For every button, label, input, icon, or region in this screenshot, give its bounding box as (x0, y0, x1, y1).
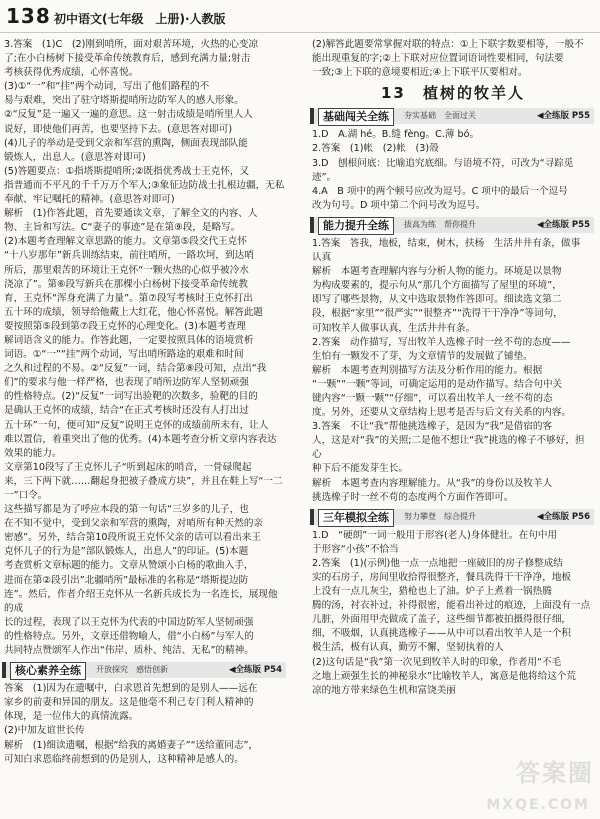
text-line: 段，根据“家里”“很严实”“很整齐”“洗得干干净净”等词句， (312, 308, 563, 320)
text-line: 考核获得优秀成绩，心怀喜悦。 (4, 67, 139, 79)
text-line: 凉的地方带来绿色生机和富饶美丽 (312, 684, 456, 696)
text-line: 物、主旨和写法。C“妻子的事迹”是在第⑨段，是略写。 (4, 222, 241, 234)
text-line: 的性格特点。(2)“反复”一词写出验靶的次数多，验靶的目的 (4, 391, 258, 403)
watermark-top: 答案圈 (516, 759, 594, 787)
text-line: 度。另外，还要从文章结构上思考是否与后文有关系的内容。 (312, 407, 572, 419)
text-line: (2)这句话是“我”第一次见到牧羊人时的印象，作者用“不毛 (312, 656, 562, 668)
text-line: 文章第10段写了王克怀儿子“听到起床的哨音，一骨碌爬起 (4, 461, 252, 473)
text-line: 键内容“一颗一颗”“仔细”，可以看出牧羊人一丝不苟的态 (312, 392, 553, 404)
text-line: 儿脏，外面用甲壳做成了盖子，这些细节都被拍摄得很仔细， (312, 614, 572, 626)
banner-page-ref: ◀全练版 P55 (536, 111, 590, 122)
left-answers (4, 38, 286, 658)
text-line: 了;在小白杨树下接受革命传统教育后，感到充满力量;射击 (4, 53, 251, 65)
text-line: 在不知不觉中，受到父亲和军营的熏陶，对哨所有种天然的亲 (4, 518, 264, 530)
text-line: 解析 本题考查判别描写方法及分析作用的能力。根据 (312, 364, 543, 376)
text-line: 说好，即使他们再苦，也要坚持下去。(意思答对即可) (4, 123, 233, 135)
text-line: (4)儿子的举动是受到父亲和军营的熏陶，侧面表现部队能 (4, 137, 248, 149)
text-line: 奉献、牢记嘱托的精神。(意思答对即可) (4, 194, 175, 206)
text-line: (2)解答此题要常掌握对联的特点：①上下联字数要相等，一般不 (312, 39, 584, 50)
section-banner-mock (310, 509, 594, 525)
text-line: (5)答题要点：①指塔斯提哨所;②既指优秀战士王克怀，又 (4, 165, 250, 177)
text-line: 的性格特点。另外，文章还借物喻人，借“小白杨”与军人的 (4, 630, 254, 642)
text-line: 要按照第⑤段到第⑦段王克怀的心理变化。(3)本题考查理 (4, 320, 246, 332)
text-line: 家乡的前妻和异国的朋友。这是他毫不利己专门利人精神的 (4, 697, 254, 709)
banner-page-ref: ◀全练版 P56 (536, 511, 590, 522)
text-line: 连”。然后，作者介绍王克怀从一名新兵成长为一名连长，展现他的成 (4, 588, 278, 614)
text-line: 共同特点赞颂军人作出“伟岸、质朴、纯洁、无私”的精神。 (4, 645, 254, 657)
text-line: 解词语含义的能力。作答此题，一定要按照具体的语境赏析 (4, 334, 254, 346)
text-line: (2)本题考查理解文章思路的能力。文章第⑤段交代王克怀 (4, 236, 247, 248)
text-line: 育，王克怀“浑身充满了力量”。第⑦段写考核时王克怀打出 (4, 292, 253, 304)
mock-answers (312, 529, 594, 698)
text-line: 2.答案 (1)帐 (2)帐 (3)殼 (312, 143, 439, 155)
text-line: 之地上顽强生长的神秘泉水”比喻牧羊人，寓意是他将给这个荒 (312, 670, 577, 682)
text-line: 进而在第②段引出”北疆哨所”最标准的名称是“塔斯提边防 (4, 574, 249, 586)
text-line: 1.D “硬朗”一词一般用于形容(老人)身体健壮。在句中用 (312, 529, 558, 541)
chapter-number: 13 (380, 84, 406, 103)
text-line: 长的过程，表现了以王克怀为代表的中国边防军人坚韧顽强 (4, 616, 254, 628)
text-line: 浇凉了”。第⑥段写新兵在那棵小白杨树下接受革命传统教 (4, 278, 248, 290)
chapter-heading (312, 84, 594, 103)
banner-title: 三年模拟全练 (318, 509, 394, 527)
text-line: 细，不吸烟，认真挑选橡子——从中可以看出牧羊人是一个积 (312, 628, 572, 640)
banner-subtitle: 夯实基础 全面过关 (404, 111, 476, 121)
banner-subtitle: 拔高为练 帮你提升 (404, 219, 476, 229)
banner-page-ref: ◀全练版 P55 (536, 219, 590, 230)
text-line: 可知牧羊人做事认真，生活井井有条。 (312, 322, 476, 334)
text-line: 腾的汤，衬衣补过，补得很密，能看出补过的痕迹，上面没有一点 (312, 600, 591, 612)
text-line: 解析 本题考查理解内容与分析人物的能力。环境是以景物 (312, 266, 562, 278)
text-line: 们”的要求与他一样严格，也表现了哨所边防军人坚韧顽强 (4, 377, 249, 389)
text-line: 克怀儿子的行为是”部队锻炼人，出息人”的印证。(5)本题 (4, 546, 249, 558)
text-line: 来，三下两下就……翻起身把被子叠成方块”，并且在鞋上写“一二一”口令。 (4, 475, 283, 501)
text-line: 生怕有一颗发不了芽，为文章情节的发展做了铺垫。 (312, 350, 533, 362)
text-line: 1.D A.湖 hé。B.缝 fèng。C.薄 bó。 (312, 129, 480, 141)
text-line: 这些描写都是为了呼应本段的第一句话“三岁多的儿子，也 (4, 504, 249, 516)
text-line: 迹”。 (312, 171, 337, 183)
watermark-bottom: MXQE.COM (486, 797, 590, 813)
text-line: “十八岁那年”新兵训练结束，前往哨所，一路坎坷，到达哨 (4, 250, 254, 262)
text-line: 认真 (312, 252, 332, 264)
banner-title: 核心素养全练 (10, 662, 86, 680)
text-line: 考查赏析文章标题的能力。文章从赞颂小白杨的歌曲入手， (4, 560, 254, 572)
text-line: 3.答案 (1)C (2)刚到哨所，面对艰苦环境，火热的心变凉 (4, 39, 259, 50)
text-line: 五十环的成绩，领导给他戴上大红花，他心怀喜悦。解答此题 (4, 306, 264, 318)
text-line: “一颗”“一颗”等词，可确定运用的是动作描写。结合句中关 (312, 378, 563, 390)
text-line: 上没有一点儿灰尘，猎枪也上了油。炉子上煮着一锅热腾 (312, 586, 552, 598)
text-line: 人，这是对“我”的关照;二是他不想让“我”挑选的橡子不够好，担心 (312, 435, 585, 461)
basic-answers (312, 128, 594, 213)
text-line: 4.A B 项中的两个顿号应改为逗号。C 项中的最后一个逗号 (312, 185, 568, 197)
book-title: 初中语文(七年级 上册)·人教版 (54, 12, 226, 26)
text-line: 锻炼人，出息人。(意思答对即可) (4, 151, 146, 163)
right-top-answers (312, 38, 594, 80)
banner-title: 基础闯关全练 (318, 108, 394, 126)
text-line: 改为句号。D 项中第二个问号改为逗号。 (312, 199, 486, 211)
text-line: 挑选橡子时一丝不苟的态度两个方面作答即可。 (312, 491, 514, 503)
text-line: 密感”。另外，结合第10段所说王克怀父亲的话可以看出来王 (4, 532, 262, 544)
text-line: 体现，是一位伟大的真情流露。 (4, 711, 139, 723)
text-line: 答案 (1)因为在遗嘱中，白求恩首先想到的是别人——远在 (4, 683, 258, 695)
section-banner-core (2, 662, 286, 678)
text-line: (2)中加友谊世长传 (4, 725, 85, 737)
text-line: 五十环”一句，便可知“反复”说明王克怀的成绩前所未有，让人 (4, 419, 269, 431)
banner-title: 能力提升全练 (318, 217, 394, 235)
text-line: 2.答案 (1)(示例)他一点一点地把一座破旧的房子修整成结 (312, 557, 563, 569)
text-line: 所后，那里艰苦的环境让王克怀“一颗火热的心似乎被冷水 (4, 264, 249, 276)
watermark-logo (476, 753, 594, 813)
right-column (312, 38, 594, 698)
text-line: 1.答案 答我，地板，结束，树木，扶杨 生活井井有条，做事 (312, 237, 581, 249)
text-line: (3)①“一”和“挂”两个动词，写出了他们路程的不 (4, 81, 210, 93)
banner-subtitle: 开放探究 感悟创新 (96, 665, 168, 675)
text-line: 于形容“小孩”不恰当 (312, 543, 399, 555)
text-line: 种下后不能发芽生长。 (312, 463, 408, 475)
text-line: 难以置信，着重突出了他的优秀。(4)本题考查分析文章内容表达效果的能力。 (4, 433, 277, 459)
text-line: 解析 (1)细读遗嘱，根据“给我的离婚妻子”“送给董同志”， (4, 739, 259, 751)
text-line: 可知白求恩临终前想到的仍是别人，这种精神是感人的。 (4, 753, 244, 765)
text-line: 2.答案 动作描写，写出牧羊人选橡子时一丝不苟的态度—— (312, 336, 571, 348)
text-line: 即写了哪些景物，从文中选取景物作答即可。细读选文第二 (312, 294, 562, 306)
text-line: 是确认王克怀的成绩，结合“在正式考核时还没有人打出过 (4, 405, 249, 417)
text-line: 词语。①“一”“挂”两个动词，写出哨所路途的艰难和时间 (4, 349, 244, 361)
ability-answers (312, 237, 594, 505)
section-banner-basic (310, 108, 594, 124)
text-line: 解析 本题考查内容理解能力。从“我”的身份以及牧羊人 (312, 477, 553, 489)
section-banner-ability (310, 217, 594, 233)
left-core-answers (4, 682, 286, 767)
text-line: 为构成要素的，提示句从“那几个方面描写了屋里的环境”， (312, 280, 562, 292)
left-column (4, 38, 286, 767)
text-line: 指普通而不平凡的千千万万个军人;③象征边防战士扎根边疆，无私 (4, 179, 285, 191)
text-line: 3.答案 不让“我”帮他挑选橡子，是因为“我”是借宿的客 (312, 421, 553, 433)
banner-page-ref: ◀全练版 P54 (228, 665, 282, 676)
text-line: 之久和过程的不易。②“反复”一词，结合第⑧段可知，点出“我 (4, 363, 267, 375)
page-number: 138 (6, 4, 51, 28)
page-header (0, 0, 600, 33)
text-line: ②“反复”是一遍又一遍的意思。这一射击成绩是哨所里人人 (4, 109, 253, 121)
text-line: 极生活，极有认真，勤劳不懈，坚韧执着的人 (312, 642, 504, 654)
text-line: 实的石房子，房间里收拾得很整齐，餐具洗得干干净净，地板 (312, 572, 572, 583)
text-line: 3.D 刨根问底：比喻追究底细。与语境不符，可改为“寻踪觅 (312, 157, 574, 169)
text-line: 能出现重复的字;②上下联对应位置词语词性要相同，句法要 (312, 53, 564, 65)
text-line: 易与艰难，突出了驻守塔斯提哨所边防军人的感人形象。 (4, 95, 244, 107)
text-line: 一致;③上下联的意境要相近;④上下联平仄要相对。 (312, 67, 528, 79)
chapter-title: 植树的牧羊人 (423, 84, 526, 103)
banner-subtitle: 努力攀登 综合提升 (404, 511, 476, 521)
text-line: 解析 (1)作答此题，首先要通读文章，了解全文的内容、人 (4, 208, 258, 220)
